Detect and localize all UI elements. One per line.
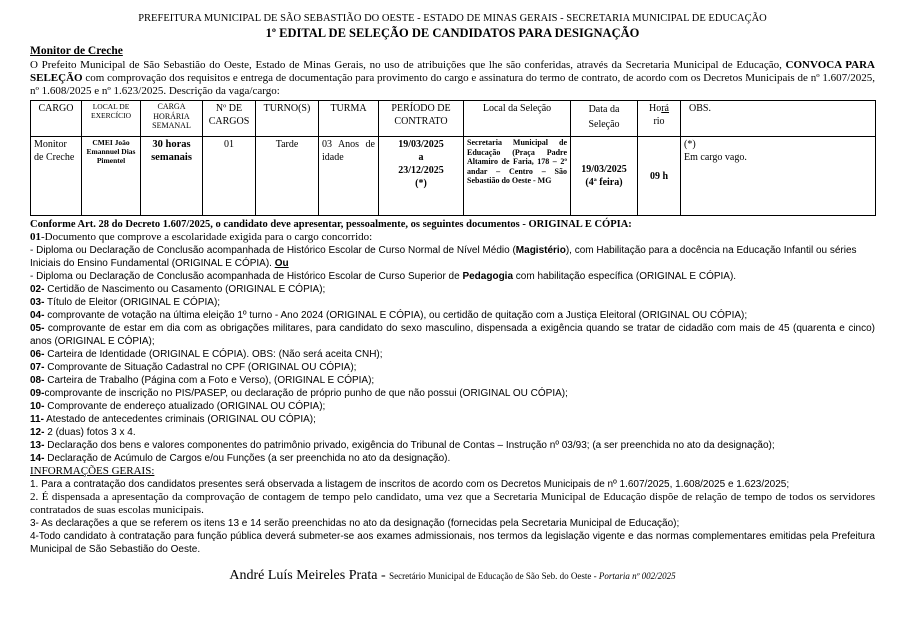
signature-line: [30, 566, 875, 584]
document-item: 05- comprovante de estar em dia com as obrigações militares, para candidato do sexo masculino, dispensada a exigência quando se tratar de cidadão com mais de 45 (quarenta e cinco) anos (ORIGINAL E CÓPIA);: [30, 323, 875, 347]
cell-local-exercicio: CMEI João Emannuel Dias Pimentel: [82, 137, 141, 216]
intro-part1: O Prefeito Municipal de São Sebastião do Oeste, Estado de Minas Gerais, no uso de atribuições que lhe são conferidas, através da Secretaria Municipal de Educação,: [30, 59, 786, 71]
general-info-list: [30, 478, 875, 556]
col-header-horario: Horá rio: [638, 101, 681, 137]
document-item: 13- Declaração dos bens e valores componentes do patrimônio privado, exigência do Tribunal de Contas – Instrução nº 03/93; (a ser preenchida no ato da designação);: [30, 440, 775, 451]
col-header-data-selecao: Data da Seleção: [571, 101, 638, 137]
vacancy-table: [30, 100, 876, 216]
cell-periodo: 19/03/2025 a 23/12/2025 (*): [379, 137, 464, 216]
signature-role: Secretário Municipal de Educação de São Seb. do Oeste -: [389, 571, 599, 581]
document-item: 03- Título de Eleitor (ORIGINAL E CÓPIA);: [30, 297, 221, 308]
col-header-periodo: PERÍODO DE CONTRATO: [379, 101, 464, 137]
cell-num-cargos: 01: [203, 137, 256, 216]
signature-name: André Luís Meireles Prata -: [229, 568, 390, 583]
col-header-turma: TURMA: [319, 101, 379, 137]
cell-data-selecao: 19/03/2025 (4ª feira): [571, 137, 638, 216]
general-info-item: 1. Para a contratação dos candidatos presentes será observada a listagem de inscritos de acordo com os Decretos Municipais de nº 1.607/2025, 1.608/2025 e 1.623/2025;: [30, 479, 790, 490]
intro-bold: CONVOCA PARA SELEÇÃO: [30, 59, 875, 84]
documents-section: [30, 218, 875, 465]
header-org-line: PREFEITURA MUNICIPAL DE SÃO SEBASTIÃO DO OESTE - ESTADO DE MINAS GERAIS - SECRETARIA MUNICIPAL DE EDUCAÇÃO: [138, 13, 767, 24]
col-header-carga-horaria: CARGA HORÁRIA SEMANAL: [141, 101, 203, 137]
col-header-turnos: TURNO(S): [256, 101, 319, 137]
document-item: - Diploma ou Declaração de Conclusão acompanhada de Histórico Escolar de Curso Normal de Nível Médio (Magistério), com Habilitação para a docência na Educação Infantil ou séries Iniciais do Ensino Fundamental (ORIGINAL E CÓPIA). Ou: [30, 245, 857, 269]
col-header-cargo: CARGO: [31, 101, 82, 137]
cell-local-selecao: Secretaria Municipal de Educação (Praça Padre Altamiro de Faria, 178 – 2º andar – Centro – São Sebastião do Oeste - MG: [464, 137, 571, 216]
document-item: 08- Carteira de Trabalho (Página com a Foto e Verso), (ORIGINAL E CÓPIA);: [30, 375, 375, 386]
document-item: 07- Comprovante de Situação Cadastral no CPF (ORIGINAL OU CÓPIA);: [30, 362, 357, 373]
general-info-heading: INFORMAÇÕES GERAIS:: [30, 465, 155, 477]
col-header-obs: OBS.: [681, 101, 876, 137]
signature-portaria: Portaria nº 002/2025: [598, 571, 676, 581]
cell-turno: Tarde: [256, 137, 319, 216]
intro-paragraph: [30, 59, 875, 98]
col-header-num-cargos: Nº DE CARGOS: [203, 101, 256, 137]
document-item: 04- comprovante de votação na última eleição 1º turno - Ano 2024 (ORIGINAL E CÓPIA), ou certidão de quitação com a Justiça Eleitoral (ORIGINAL OU CÓPIA);: [30, 310, 748, 321]
document-item: 09-comprovante de inscrição no PIS/PASEP, ou declaração de próprio punho de que não possui (ORIGINAL OU CÓPIA);: [30, 388, 568, 399]
edital-title: 1º EDITAL DE SELEÇÃO DE CANDIDATOS PARA DESIGNAÇÃO: [265, 26, 640, 40]
document-item: 14- Declaração de Acúmulo de Cargos e/ou Funções (a ser preenchida no ato da designação).: [30, 453, 451, 464]
col-header-local-exercicio: LOCAL DE EXERCÍCIO: [82, 101, 141, 137]
document-item: - Diploma ou Declaração de Conclusão acompanhada de Histórico Escolar de Curso Superior de Pedagogia com habilitação específica (ORIGINAL E CÓPIA).: [30, 271, 737, 282]
intro-part2: com comprovação dos requisitos e entrega de documentação para provimento do cargo e assinatura do termo de contrato, de acordo com os Decretos Municipais de nº 1.607/2025, nº 1.608/2025 e nº 1.623/2025. Descrição da vaga/cargo:: [30, 72, 875, 97]
document-item: 01-Documento que comprove a escolaridade exigida para o cargo concorrido:: [30, 231, 373, 243]
col-header-local-selecao: Local da Seleção: [464, 101, 571, 137]
document-item: 02- Certidão de Nascimento ou Casamento (ORIGINAL E CÓPIA);: [30, 284, 326, 295]
vacancy-table-header-row: [31, 101, 876, 137]
documents-list: [30, 231, 875, 465]
cell-turma: 03 Anos de idade: [319, 137, 379, 216]
document-item: 11- Atestado de antecedentes criminais (ORIGINAL OU CÓPIA);: [30, 414, 316, 425]
vacancy-table-data-row: [31, 137, 876, 216]
documents-heading: Conforme Art. 28 do Decreto 1.607/2025, o candidato deve apresentar, pessoalmente, os seguintes documentos - ORIGINAL E CÓPIA:: [30, 219, 632, 230]
cell-cargo: Monitor de Creche: [31, 137, 82, 216]
general-info-item: 2. É dispensada a apresentação da comprovação de contagem de tempo pelo candidato, uma vez que a Secretaria Municipal de Educação dispõe de relação de tempo de todos os servidores contratados de suas escolas municipais.: [30, 491, 875, 516]
section-heading: Monitor de Creche: [30, 45, 123, 57]
document-item: 12- 2 (duas) fotos 3 x 4.: [30, 427, 136, 438]
general-info-section: [30, 465, 875, 556]
general-info-item: 3- As declarações a que se referem os itens 13 e 14 serão preenchidas no ato da designação (fornecidas pela Secretaria Municipal de Educação);: [30, 518, 680, 529]
document-item: 10- Comprovante de endereço atualizado (ORIGINAL OU CÓPIA);: [30, 401, 326, 412]
cell-carga-horaria: 30 horas semanais: [141, 137, 203, 216]
cell-horario: 09 h: [638, 137, 681, 216]
document-item: 06- Carteira de Identidade (ORIGINAL E CÓPIA). OBS: (Não será aceita CNH);: [30, 349, 383, 360]
cell-obs: (*) Em cargo vago.: [681, 137, 876, 216]
general-info-item: 4-Todo candidato à contratação para função pública deverá submeter-se aos exames admissionais, nos termos da legislação vigente e das normas complementares emitidas pela Prefeitura Municipal de São Sebastião do Oeste.: [30, 531, 875, 555]
